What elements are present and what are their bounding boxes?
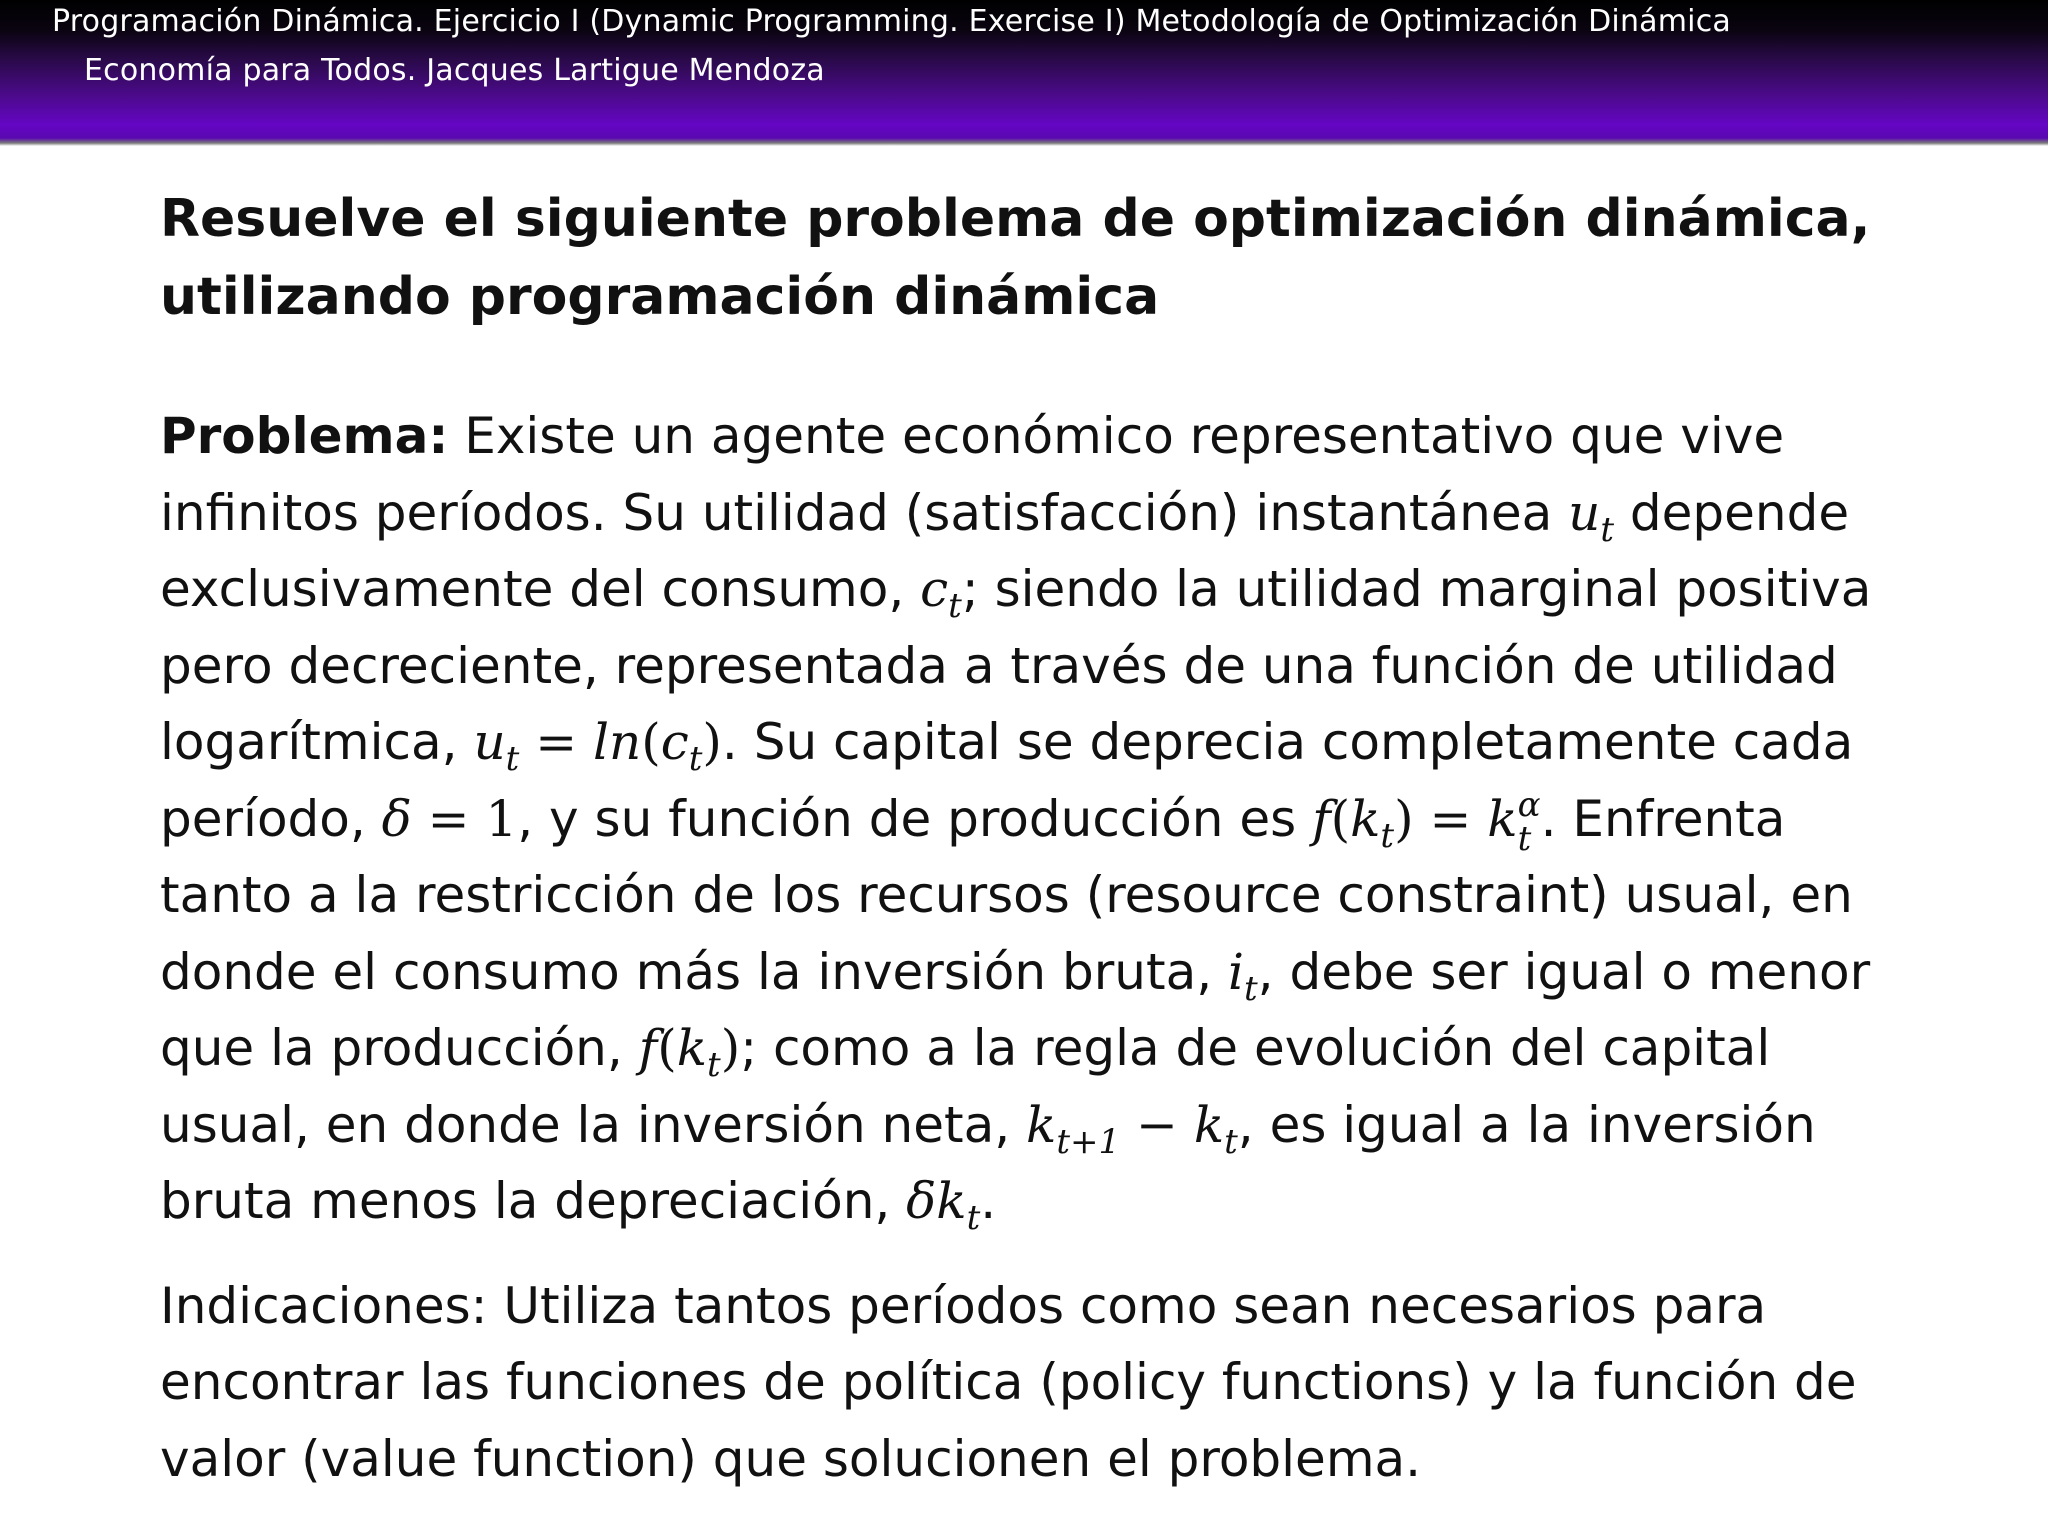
text-segment: ; siendo la utilidad marginal positiva pero decreciente, representada a través de una función de utilidad logarítmica, — [160, 560, 1872, 771]
indications-paragraph: Indicaciones: Utiliza tantos períodos como sean necesarios para encontrar las funciones de política (policy functions) y la función de valor (value function) que solucionen el problema. — [160, 1276, 1857, 1488]
header-title: Programación Dinámica. Ejercicio I (Dynamic Programming. Exercise I) Metodología de Optimización Dinámica — [52, 4, 1731, 39]
header-bar — [0, 0, 2048, 146]
text-segment: , es igual a la inversión bruta menos la depreciación, — [160, 1095, 1816, 1230]
text-segment: ; como a la regla de evolución del capital usual, en donde la inversión neta, — [160, 1019, 1771, 1154]
text-segment: . Enfrenta tanto a la restricción de los recursos (resource constraint) usual, en donde el consumo más la inversión bruta, — [160, 789, 1853, 1001]
text-segment: , debe ser igual o menor que la producción, — [160, 942, 1871, 1077]
text-segment: . Su capital se deprecia completamente cada período, — [160, 713, 1854, 848]
math-net-investment: $k_{t+1} - k_t$ — [1026, 1095, 1238, 1162]
slide-title — [160, 180, 1910, 336]
math-c: $c_t$ — [920, 560, 962, 626]
title-line-2: utilizando programación dinámica — [160, 267, 1160, 327]
text-segment: . — [980, 1172, 997, 1230]
problem-label: Problema: — [160, 407, 449, 465]
math-f-of-k: $f(k_t)$ — [638, 1019, 741, 1085]
math-production-function: $f(k_t) = k$ α t — [1312, 785, 1541, 859]
math-i: $i_t$ — [1228, 942, 1258, 1009]
text-segment: , y su función de producción es — [517, 789, 1313, 848]
problem-paragraph — [160, 398, 1910, 1240]
title-line-1: Resuelve el siguiente problema de optimización dinámica, — [160, 189, 1871, 249]
math-u: $u_t$ — [1568, 483, 1615, 550]
math-utility-function: $u_t = \ln(c_t)$ — [473, 713, 722, 779]
text-segment: depende exclusivamente del consumo, — [160, 483, 1850, 618]
math-delta: δ = 1 — [381, 789, 518, 848]
header-subtitle: Economía para Todos. Jacques Lartigue Mendoza — [84, 53, 825, 88]
slide-content — [160, 180, 1910, 1497]
text-segment: Existe un agente económico representativo que vive infinitos períodos. Su utilidad (satisfacción) instantánea — [160, 407, 1785, 542]
math-depreciation: $\delta k_t$ — [906, 1172, 981, 1238]
sup-sub-stack: α t — [1517, 785, 1541, 859]
